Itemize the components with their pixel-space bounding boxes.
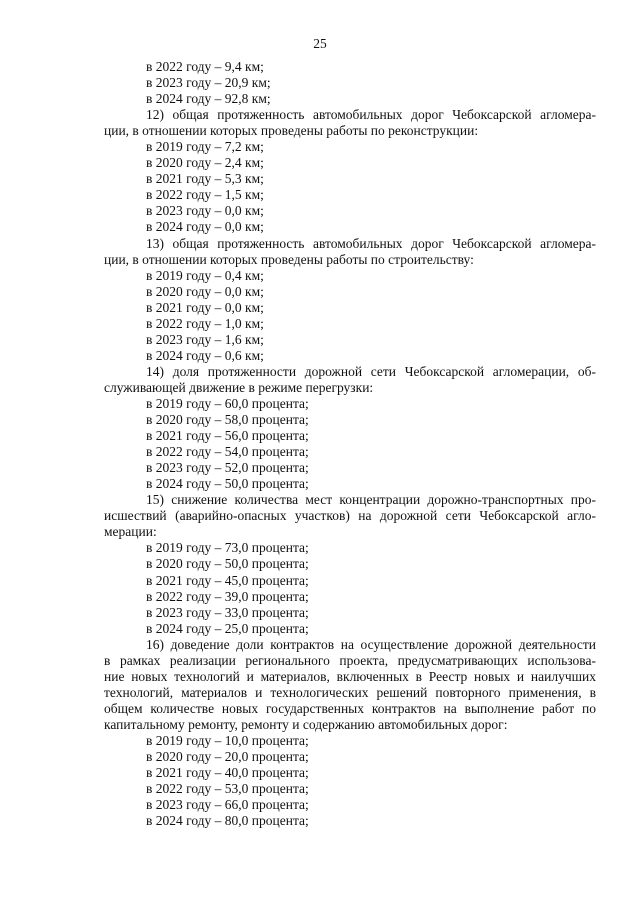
year-value-line: в 2021 году – 40,0 процента; bbox=[146, 765, 309, 781]
paragraph-line: ции, в отношении которых проведены работы по строительству: bbox=[104, 251, 474, 267]
year-value-line: в 2020 году – 50,0 процента; bbox=[146, 556, 309, 572]
paragraph-line: 13) общая протяженность автомобильных дорог Чебоксарской агломера- bbox=[146, 235, 596, 251]
paragraph-line: исшествий (аварийно-опасных участков) на дорожной сети Чебоксарской агло- bbox=[104, 508, 596, 524]
year-value-line: в 2022 году – 54,0 процента; bbox=[146, 444, 309, 460]
paragraph-line: ции, в отношении которых проведены работы по реконструкции: bbox=[104, 123, 479, 139]
paragraph-line: общем количестве новых государственных контрактов на выполнение работ по bbox=[104, 700, 596, 716]
year-value-line: в 2024 году – 80,0 процента; bbox=[146, 813, 309, 829]
year-value-line: в 2021 году – 5,3 км; bbox=[146, 171, 264, 187]
year-value-line: в 2024 году – 50,0 процента; bbox=[146, 476, 309, 492]
year-value-line: в 2024 году – 92,8 км; bbox=[146, 91, 271, 107]
year-value-line: в 2023 году – 0,0 км; bbox=[146, 203, 264, 219]
year-value-line: в 2024 году – 0,6 км; bbox=[146, 347, 264, 363]
paragraph-line: 16) доведение доли контрактов на осуществление дорожной деятельности bbox=[146, 636, 596, 652]
paragraph-line: в рамках реализации регионального проекта, предусматривающих использова- bbox=[104, 652, 596, 668]
year-value-line: в 2022 году – 9,4 км; bbox=[146, 59, 264, 74]
year-value-line: в 2022 году – 53,0 процента; bbox=[146, 781, 309, 797]
paragraph-line: технологий, материалов и технологических решений повторного применения, в bbox=[104, 684, 596, 700]
year-value-line: в 2019 году – 0,4 км; bbox=[146, 267, 264, 283]
year-value-line: в 2020 году – 58,0 процента; bbox=[146, 412, 309, 428]
paragraph-line: служивающей движение в режиме перегрузки: bbox=[104, 379, 374, 395]
year-value-line: в 2023 году – 20,9 км; bbox=[146, 75, 271, 91]
year-value-line: в 2022 году – 1,0 км; bbox=[146, 315, 264, 331]
year-value-line: в 2022 году – 1,5 км; bbox=[146, 187, 264, 203]
year-value-line: в 2019 году – 10,0 процента; bbox=[146, 732, 309, 748]
paragraph-line: 12) общая протяженность автомобильных дорог Чебоксарской агломера- bbox=[146, 107, 596, 123]
year-value-line: в 2023 году – 66,0 процента; bbox=[146, 797, 309, 813]
year-value-line: в 2019 году – 7,2 км; bbox=[146, 139, 264, 155]
year-value-line: в 2023 году – 33,0 процента; bbox=[146, 604, 309, 620]
year-value-line: в 2023 году – 1,6 км; bbox=[146, 331, 264, 347]
paragraph-line: 14) доля протяженности дорожной сети Чебоксарской агломерации, об- bbox=[146, 363, 596, 379]
paragraph-line: мерации: bbox=[104, 524, 157, 540]
year-value-line: в 2021 году – 45,0 процента; bbox=[146, 572, 309, 588]
year-value-line: в 2023 году – 52,0 процента; bbox=[146, 460, 309, 476]
paragraph-line: 15) снижение количества мест концентрации дорожно-транспортных про- bbox=[146, 492, 596, 508]
year-value-line: в 2021 году – 56,0 процента; bbox=[146, 428, 309, 444]
year-value-line: в 2020 году – 0,0 км; bbox=[146, 283, 264, 299]
year-value-line: в 2021 году – 0,0 км; bbox=[146, 299, 264, 315]
year-value-line: в 2020 году – 20,0 процента; bbox=[146, 749, 309, 765]
year-value-line: в 2022 году – 39,0 процента; bbox=[146, 588, 309, 604]
year-value-line: в 2019 году – 60,0 процента; bbox=[146, 395, 309, 411]
document-body bbox=[104, 59, 596, 829]
page-number: 25 bbox=[313, 36, 327, 51]
year-value-line: в 2019 году – 73,0 процента; bbox=[146, 540, 309, 556]
paragraph-line: ние новых технологий и материалов, включенных в Реестр новых и наилучших bbox=[104, 668, 596, 684]
year-value-line: в 2024 году – 0,0 км; bbox=[146, 219, 264, 235]
paragraph-line: капитальному ремонту, ремонту и содержанию автомобильных дорог: bbox=[104, 716, 508, 732]
year-value-line: в 2020 году – 2,4 км; bbox=[146, 155, 264, 171]
year-value-line: в 2024 году – 25,0 процента; bbox=[146, 620, 309, 636]
